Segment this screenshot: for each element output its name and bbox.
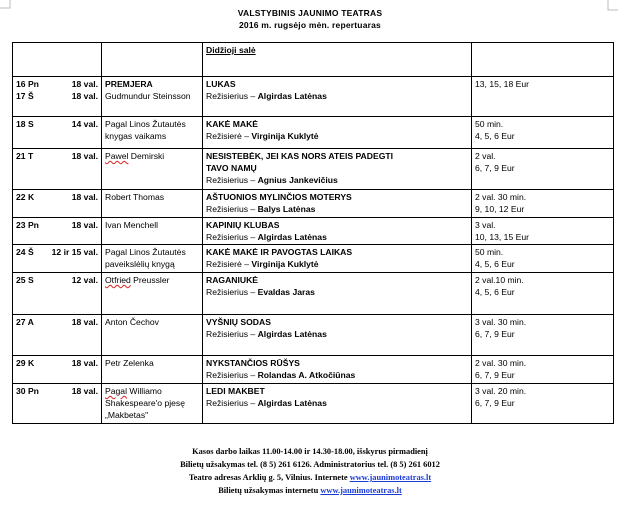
duration: 50 min. xyxy=(475,119,504,129)
director-line xyxy=(206,286,468,298)
performance-datetime xyxy=(16,357,98,369)
director-line xyxy=(206,369,468,381)
director-name: Balys Latėnas xyxy=(257,204,316,214)
table-row xyxy=(13,218,614,245)
performance-time: 12 val. xyxy=(71,275,98,285)
performance-time: 18 val. xyxy=(71,220,98,230)
play-title: AŠTUONIOS MYLINČIOS MOTERYS xyxy=(206,192,352,202)
director-role: Režisierė – xyxy=(206,131,252,141)
performance-time: 18 val. xyxy=(71,79,98,89)
duration: 3 val. 30 min. xyxy=(475,317,527,327)
ticket-prices: 4, 5, 6 Eur xyxy=(475,287,515,297)
director-role: Režisierius – xyxy=(206,398,258,408)
ticket-prices: 6, 7, 9 Eur xyxy=(475,370,515,380)
premiere-label: PREMJERA xyxy=(105,79,153,89)
author-name: paveikslėlių knygą xyxy=(105,259,175,269)
director-line xyxy=(206,231,468,243)
play-title: NYKSTANČIOS RŪŠYS xyxy=(206,358,300,368)
performance-time: 18 val. xyxy=(71,386,98,396)
director-name: Algirdas Latėnas xyxy=(257,329,327,339)
ticket-prices: 6, 7, 9 Eur xyxy=(475,398,515,408)
performance-datetime xyxy=(16,246,98,258)
director-role: Režisierius – xyxy=(206,91,258,101)
table-row xyxy=(13,149,614,190)
footer-phones: Bilietų užsakymas tel. (8 5) 261 6126. Administratorius tel. (8 5) 261 6012 xyxy=(180,460,440,469)
ticket-prices: 9, 10, 12 Eur xyxy=(475,204,525,214)
performance-date: 21 T xyxy=(16,151,34,161)
performance-datetime xyxy=(16,78,98,90)
author-name: Robert Thomas xyxy=(105,192,165,202)
footer-online-tickets xyxy=(0,486,620,495)
table-row xyxy=(13,117,614,149)
performance-date: 24 Š xyxy=(16,247,34,257)
performance-datetime xyxy=(16,219,98,231)
table-row xyxy=(13,273,614,315)
play-title: RAGANIUKĖ xyxy=(206,275,259,285)
table-row xyxy=(13,245,614,273)
performance-time: 18 val. xyxy=(71,358,98,368)
table-row xyxy=(13,315,614,356)
director-line xyxy=(206,258,468,270)
table-row xyxy=(13,190,614,218)
table-row xyxy=(13,384,614,424)
author-name: „Makbetas" xyxy=(105,410,149,420)
director-line xyxy=(206,397,468,409)
duration: 50 min. xyxy=(475,247,504,257)
director-line xyxy=(206,174,468,186)
director-name: Agnius Jankevičius xyxy=(257,175,338,185)
performance-date: 16 Pn xyxy=(16,79,39,89)
duration: 3 val. xyxy=(475,220,496,230)
director-name: Algirdas Latėnas xyxy=(257,398,327,408)
play-title: KAKĖ MAKĖ IR PAVOGTAS LAIKAS xyxy=(206,247,353,257)
director-name: Virginija Kuklytė xyxy=(251,131,319,141)
performance-date: 25 S xyxy=(16,275,34,285)
play-title: KAPINIŲ KLUBAS xyxy=(206,220,280,230)
director-role: Režisierius – xyxy=(206,232,258,242)
ticket-prices: 6, 7, 9 Eur xyxy=(475,163,515,173)
director-line xyxy=(206,90,468,102)
performance-time: 18 val. xyxy=(71,317,98,327)
director-name: Algirdas Latėnas xyxy=(257,91,327,101)
performance-date: 27 A xyxy=(16,317,34,327)
footer-online-text: Bilietų užsakymas internetu xyxy=(218,486,321,495)
play-title: NESISTEBĖK, JEI KAS NORS ATEIS PADEGTI xyxy=(206,151,394,161)
author-name: Pawel Demirski xyxy=(105,151,165,161)
performance-datetime xyxy=(16,150,98,162)
performance-date: 30 Pn xyxy=(16,386,39,396)
performance-time: 18 val. xyxy=(71,91,98,101)
performance-datetime xyxy=(16,274,98,286)
performance-datetime xyxy=(16,316,98,328)
director-role: Režisierius – xyxy=(206,204,258,214)
author-name: Pagal Williamo xyxy=(105,386,162,396)
director-name: Virginija Kuklytė xyxy=(251,259,319,269)
director-name: Evaldas Jaras xyxy=(257,287,315,297)
duration: 2 val.10 min. xyxy=(475,275,524,285)
ticket-prices: 13, 15, 18 Eur xyxy=(475,79,529,89)
duration: 2 val. xyxy=(475,151,496,161)
author-name: Pagal Linos Žutautės xyxy=(105,247,186,257)
performance-date: 23 Pn xyxy=(16,220,39,230)
author-name: Pagal Linos Žutautės xyxy=(105,119,186,129)
performance-time: 18 val. xyxy=(71,192,98,202)
document-title: VALSTYBINIS JAUNIMO TEATRAS xyxy=(237,8,383,18)
play-title: TAVO NAMŲ xyxy=(206,163,257,173)
author-name: Gudmundur Steinsson xyxy=(105,91,191,101)
table-row xyxy=(13,77,614,117)
play-title: KAKĖ MAKĖ xyxy=(206,119,259,129)
performance-time: 14 val. xyxy=(71,119,98,129)
document-subtitle: 2016 m. rugsėjo mėn. repertuaras xyxy=(239,20,381,30)
tickets-link[interactable]: www.jaunimoteatras.lt xyxy=(320,486,402,495)
performance-datetime xyxy=(16,191,98,203)
author-name: knygas vaikams xyxy=(105,131,167,141)
ticket-prices: 6, 7, 9 Eur xyxy=(475,329,515,339)
director-role: Režisierius – xyxy=(206,175,258,185)
author-name: Shakespeare'o pjesę xyxy=(105,398,185,408)
director-role: Režisierius – xyxy=(206,370,258,380)
author-name: Petr Zelenka xyxy=(105,358,154,368)
performance-date: 22 K xyxy=(16,192,35,202)
repertoire-table xyxy=(12,42,614,424)
hall-header: Didžioji salė xyxy=(206,45,256,55)
play-title: VYŠNIŲ SODAS xyxy=(206,317,271,327)
footer-address xyxy=(0,473,620,482)
author-name: Anton Čechov xyxy=(105,317,159,327)
director-line xyxy=(206,203,468,215)
performance-date: 18 S xyxy=(16,119,34,129)
performance-datetime xyxy=(16,118,98,130)
performance-time: 18 val. xyxy=(71,151,98,161)
duration: 2 val. 30 min. xyxy=(475,358,527,368)
director-role: Režisierė – xyxy=(206,259,252,269)
author-name: Ivan Menchell xyxy=(105,220,159,230)
footer-box-office-hours: Kasos darbo laikas 11.00-14.00 ir 14.30-18.00, išskyrus pirmadienį xyxy=(192,447,428,456)
performance-time: 12 ir 15 val. xyxy=(51,247,98,257)
play-title: LUKAS xyxy=(206,79,236,89)
director-name: Algirdas Latėnas xyxy=(257,232,327,242)
ticket-prices: 10, 13, 15 Eur xyxy=(475,232,529,242)
table-row xyxy=(13,356,614,384)
director-role: Režisierius – xyxy=(206,287,258,297)
performance-date: 29 K xyxy=(16,358,35,368)
performance-datetime xyxy=(16,385,98,397)
website-link[interactable]: www.jaunimoteatras.lt xyxy=(349,473,432,482)
duration: 3 val. 20 min. xyxy=(475,386,527,396)
table-header-row xyxy=(13,43,614,77)
author-name: Otfried Preussler xyxy=(105,275,170,285)
director-name: Rolandas A. Atkočiūnas xyxy=(257,370,356,380)
footer-address-text: Teatro adresas Arklių g. 5, Vilnius. Internete xyxy=(188,473,350,482)
performance-date: 17 Š xyxy=(16,91,34,101)
director-line xyxy=(206,130,468,142)
duration: 2 val. 30 min. xyxy=(475,192,527,202)
ticket-prices: 4, 5, 6 Eur xyxy=(475,131,515,141)
ticket-prices: 4, 5, 6 Eur xyxy=(475,259,515,269)
director-line xyxy=(206,328,468,340)
director-role: Režisierius – xyxy=(206,329,258,339)
performance-datetime xyxy=(16,90,98,102)
play-title: LEDI MAKBET xyxy=(206,386,265,396)
